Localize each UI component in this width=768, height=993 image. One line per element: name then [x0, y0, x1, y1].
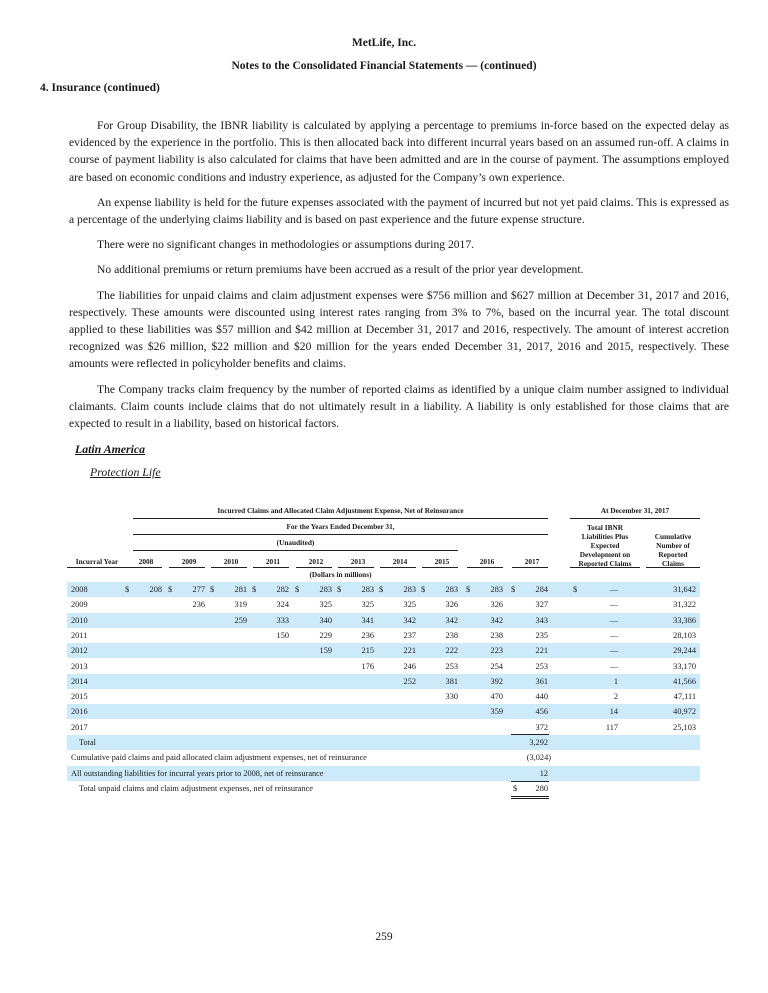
- incurred-value: 342: [490, 615, 503, 625]
- incurral-year: 2015: [71, 692, 88, 702]
- year-column-header: 2013: [350, 557, 366, 566]
- incurred-value: 283: [403, 585, 416, 594]
- table-row: [67, 659, 700, 674]
- header-rule: [380, 567, 416, 568]
- ibnr-value: 2: [613, 692, 618, 702]
- claims-count-value: 40,972: [673, 707, 696, 717]
- paragraph: There were no significant changes in methodologies or assumptions during 2017.: [97, 238, 475, 252]
- year-column-header: 2014: [392, 557, 408, 566]
- incurred-value: 253: [535, 661, 548, 671]
- ibnr-value: 1: [613, 676, 618, 686]
- year-column-header: 2009: [181, 557, 197, 566]
- incurral-year: 2016: [71, 707, 88, 717]
- incurred-value: 342: [445, 615, 458, 625]
- incurred-value: 326: [490, 600, 503, 610]
- table-row: [67, 689, 700, 704]
- summary-value: (3,024): [526, 753, 551, 763]
- incurred-value: 283: [319, 585, 332, 594]
- claims-count-value: 41,566: [673, 676, 696, 686]
- incurral-year: 2012: [71, 646, 88, 656]
- page-number: 259: [375, 931, 393, 943]
- ibnr-value: 14: [609, 707, 618, 717]
- table-row: [67, 628, 700, 643]
- incurred-value: 361: [535, 676, 548, 686]
- incurred-value: 283: [490, 585, 503, 594]
- incurred-value: 284: [535, 585, 548, 594]
- incurral-year-header: Incurral Year: [75, 557, 119, 566]
- incurred-value: 229: [319, 630, 332, 640]
- currency-symbol: $: [252, 585, 257, 594]
- incurred-value: 359: [490, 707, 503, 717]
- claims-count-value: 28,103: [673, 630, 696, 640]
- incurred-value: 456: [535, 707, 548, 717]
- incurred-value: 235: [535, 630, 548, 640]
- incurred-value: 150: [276, 630, 289, 640]
- claims-count-value: 33,386: [673, 615, 696, 625]
- year-column-header: 2017: [524, 557, 540, 566]
- year-column-header: 2011: [265, 557, 281, 566]
- header-rule: [570, 518, 700, 519]
- section-heading: 4. Insurance (continued): [40, 82, 160, 94]
- incurred-value: 223: [490, 646, 503, 656]
- incurred-value: 340: [319, 615, 332, 625]
- ibnr-header-line: Reported Claims: [578, 559, 632, 568]
- ibnr-value: —: [609, 661, 618, 671]
- incurred-value: 215: [361, 646, 374, 656]
- incurred-value: 440: [535, 692, 548, 702]
- summary-label: Cumulative paid claims and paid allocated claim adjustment expenses, net of reinsurance: [71, 753, 367, 763]
- incurred-value: 221: [403, 646, 416, 656]
- year-column-header: 2012: [308, 557, 324, 566]
- incurred-value: 324: [276, 600, 289, 610]
- currency-symbol: $: [125, 585, 130, 594]
- incurred-value: 319: [234, 600, 247, 610]
- currency-symbol: $: [210, 585, 215, 594]
- currency-symbol: $: [379, 585, 384, 594]
- ibnr-header-line: Development on: [579, 550, 631, 559]
- year-column-header: 2010: [223, 557, 239, 566]
- header-rule: [67, 567, 127, 568]
- incurred-value: 238: [445, 630, 458, 640]
- claims-count-value: 47,111: [673, 692, 696, 702]
- summary-value: 3,292: [529, 738, 548, 747]
- header-rule: [133, 518, 548, 519]
- currency-symbol: $: [421, 585, 426, 594]
- incurred-value: 246: [403, 661, 416, 671]
- incurred-value: 236: [192, 600, 205, 610]
- currency-symbol: $: [513, 783, 518, 793]
- table-title: Incurred Claims and Allocated Claim Adjustment Expense, Net of Reinsurance: [217, 506, 464, 515]
- summary-row: [67, 766, 700, 781]
- ibnr-header-line: Total IBNR: [586, 523, 624, 532]
- incurral-year: 2008: [71, 585, 88, 594]
- incurred-value: 343: [535, 615, 548, 625]
- claims-header-line: Number of: [656, 541, 690, 550]
- year-column-header: 2015: [434, 557, 450, 566]
- claims-header-line: Cumulative: [654, 532, 692, 541]
- incurral-year: 2014: [71, 676, 88, 686]
- total-double-rule: [511, 796, 549, 799]
- claims-count-value: 29,244: [673, 646, 696, 656]
- summary-row: [67, 735, 700, 750]
- ibnr-value: —: [609, 585, 618, 594]
- incurred-value: 333: [276, 615, 289, 625]
- incurred-value: 259: [234, 615, 247, 625]
- incurred-value: 222: [445, 646, 458, 656]
- table-row: [67, 704, 700, 719]
- incurral-year: 2011: [71, 630, 88, 640]
- currency-symbol: $: [295, 585, 300, 594]
- incurral-year: 2017: [71, 722, 88, 732]
- summary-label: Total unpaid claims and claim adjustment expenses, net of reinsurance: [79, 783, 313, 793]
- ibnr-header-line: Expected: [590, 541, 620, 550]
- incurred-value: 341: [361, 615, 374, 625]
- incurred-value: 238: [490, 630, 503, 640]
- currency-symbol: $: [337, 585, 342, 594]
- incurred-value: 221: [535, 646, 548, 656]
- claims-count-value: 31,642: [673, 585, 696, 594]
- incurred-value: 236: [361, 630, 374, 640]
- incurred-value: 325: [361, 600, 374, 610]
- incurred-value: 326: [445, 600, 458, 610]
- header-rule: [422, 567, 458, 568]
- incurred-value: 282: [276, 585, 289, 594]
- incurred-value: 327: [535, 600, 548, 610]
- years-ended-header: For the Years Ended December 31,: [286, 522, 395, 531]
- incurral-year: 2013: [71, 661, 88, 671]
- ibnr-value: —: [609, 600, 618, 610]
- claims-header-line: Reported: [658, 550, 688, 559]
- incurred-value: 325: [403, 600, 416, 610]
- header-rule: [646, 567, 700, 568]
- incurred-value: 254: [490, 661, 503, 671]
- units-label: (Dollars in millions): [309, 570, 372, 579]
- incurred-value: 252: [403, 676, 416, 686]
- incurral-year: 2010: [71, 615, 88, 625]
- header-rule: [126, 567, 162, 568]
- paragraph: An expense liability is held for the future expenses associated with the payment of incurred but not yet paid claims. This is expressed as a percentage of the underlying claims liability and is based on past experience and the future expense structure.: [69, 195, 729, 227]
- page-subtitle: Notes to the Consolidated Financial Statements — (continued): [231, 60, 537, 72]
- ibnr-value: —: [609, 646, 618, 656]
- incurred-value: 372: [535, 722, 548, 732]
- ibnr-value: —: [609, 615, 618, 625]
- header-rule: [211, 567, 247, 568]
- year-column-header: 2016: [479, 557, 495, 566]
- unaudited-header: (Unaudited): [276, 538, 315, 547]
- incurred-value: 253: [445, 661, 458, 671]
- incurred-value: 392: [490, 676, 503, 686]
- summary-value: 280: [535, 783, 548, 793]
- incurred-value: 330: [445, 692, 458, 702]
- body-text: [69, 117, 729, 440]
- header-rule: [133, 534, 548, 535]
- paragraph: No additional premiums or return premiums have been accrued as a result of the prior year development.: [97, 263, 584, 277]
- incurred-value: 283: [361, 585, 374, 594]
- incurred-value: 237: [403, 630, 416, 640]
- claims-header-line: Claims: [662, 559, 684, 568]
- paragraph: The Company tracks claim frequency by the number of reported claims as identified by a unique claim number assigned to individual claimants. Claim counts include claims that do not ultimately result in a liability. A liability is only established for those claims that are expected to result in a liability, based on historical factors.: [69, 382, 729, 431]
- summary-value: 12: [539, 768, 548, 778]
- incurred-value: 159: [319, 646, 332, 656]
- currency-symbol: $: [168, 585, 173, 594]
- table-row: [67, 720, 700, 735]
- currency-symbol: $: [466, 585, 471, 594]
- header-rule: [296, 567, 332, 568]
- incurred-value: 470: [490, 692, 503, 702]
- region-heading: Latin America: [75, 442, 146, 456]
- incurred-value: 342: [403, 615, 416, 625]
- summary-label: All outstanding liabilities for incurral years prior to 2008, net of reinsurance: [71, 768, 324, 778]
- claims-count-value: 31,322: [673, 600, 696, 610]
- incurred-value: 176: [361, 661, 374, 671]
- ibnr-header-line: Liabilities Plus: [581, 532, 629, 541]
- incurred-value: 277: [192, 585, 205, 594]
- header-rule: [169, 567, 205, 568]
- ibnr-header: [570, 523, 640, 568]
- incurred-value: 208: [149, 585, 162, 594]
- incurred-value: 283: [445, 585, 458, 594]
- ibnr-value: —: [609, 630, 618, 640]
- header-rule: [467, 567, 503, 568]
- table-row: [67, 613, 700, 628]
- table-row: [67, 597, 700, 612]
- incurral-year: 2009: [71, 600, 88, 610]
- header-rule: [253, 567, 289, 568]
- currency-symbol: $: [511, 585, 516, 594]
- at-date-header: At December 31, 2017: [600, 506, 670, 515]
- header-rule: [133, 550, 458, 551]
- incurred-value: 381: [445, 676, 458, 686]
- claims-count-value: 25,103: [673, 722, 696, 732]
- claims-count-header: [646, 532, 700, 568]
- header-rule: [570, 567, 640, 568]
- summary-label: Total: [79, 738, 96, 747]
- header-rule: [338, 567, 374, 568]
- claims-count-value: 33,170: [673, 661, 696, 671]
- table-row: [67, 674, 700, 689]
- summary-row: [67, 750, 700, 765]
- ibnr-value: 117: [605, 722, 618, 732]
- total-rule: [511, 781, 549, 782]
- paragraph: For Group Disability, the IBNR liability is calculated by applying a percentage to premiums in-force based on the expected delay as evidenced by the experience in the portfolio. This is then allocated back into different incurral years based on an assumed run-off. A claims in course of payment liability is also calculated for claims that have been admitted and are in the course of payment. The assumptions employed are based on economic conditions and industry experience, as adjusted for the Company’s own experience.: [69, 119, 729, 184]
- incurred-value: 325: [319, 600, 332, 610]
- currency-symbol: $: [573, 585, 578, 594]
- header-rule: [512, 567, 548, 568]
- segment-heading: Protection Life: [90, 465, 161, 479]
- table-row: [67, 643, 700, 658]
- year-column-header: 2008: [138, 557, 154, 566]
- company-name: MetLife, Inc.: [351, 37, 417, 49]
- summary-row: [67, 781, 700, 796]
- incurred-value: 281: [234, 585, 247, 594]
- table-row: [67, 582, 700, 597]
- paragraph: The liabilities for unpaid claims and claim adjustment expenses were $756 million and $627 million at December 31, 2017 and 2016, respectively. These amounts were discounted using interest rates ranging from 3% to 7%, based on the incurral year. The total discount applied to these liabilities was $57 million and $42 million at December 31, 2017 and 2016, respectively. The amount of interest accretion recognized was $26 million, $22 million and $20 million for the years ended December 31, 2017, 2016 and 2015, respectively. These amounts were reflected in policyholder benefits and claims.: [69, 288, 729, 371]
